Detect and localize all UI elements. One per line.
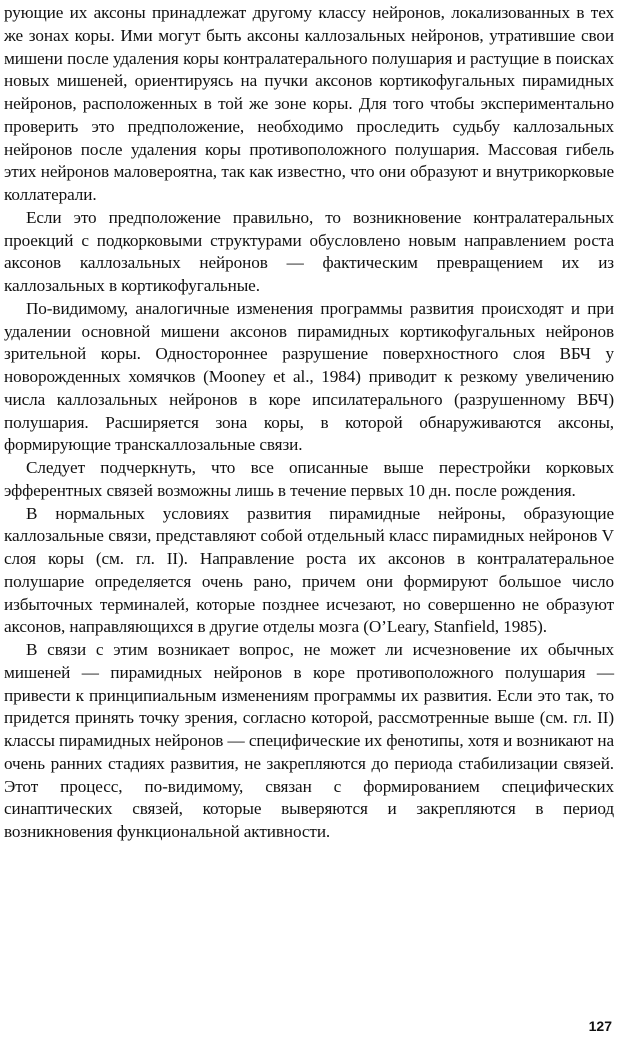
body-text [4, 2, 614, 844]
paragraph-6: В связи с этим возникает вопрос, не может ли исчезновение их обычных мишеней — пирамидных нейронов в коре противоположного полушария — привести к принципиальным изменениям программы их развития. Если это так, то придется принять точку зрения, согласно которой, рассмотренные выше (см. гл. II) классы пирамидных нейронов — специфические их фенотипы, хотя и возникают на очень ранних стадиях развития, не закрепляются до периода стабилизации связей. Этот процесс, по-видимому, связан с формированием специфических синаптических связей, которые выверяются и закрепляются в период возникновения функциональной активности. [4, 640, 614, 841]
paragraph-2: Если это предположение правильно, то возникновение контралатеральных проекций с подкорковыми структурами обусловлено новым направлением роста аксонов каллозальных нейронов — фактическим превращением их из каллозальных в кортикофугальные. [4, 207, 614, 295]
paragraph-4: Следует подчеркнуть, что все описанные выше перестройки корковых эфферентных связей возможны лишь в течение первых 10 дн. после рождения. [4, 458, 614, 500]
page-number: 127 [588, 1018, 612, 1034]
paragraph-3: По-видимому, аналогичные изменения программы развития происходят и при удалении основной мишени аксонов пирамидных кортикофугальных нейронов зрительной коры. Одностороннее разрушение поверхностного слоя ВБЧ у новорожденных хомячков (Mooney et al., 1984) приводит к резкому увеличению числа каллозальных нейронов в коре ипсилатерального (разрушенному ВБЧ) полушария. Расширяется зона коры, в которой обнаруживаются аксоны, формирующие транскаллозальные связи. [4, 298, 614, 455]
paragraph-5: В нормальных условиях развития пирамидные нейроны, образующие каллозальные связи, представляют собой отдельный класс пирамидных нейронов V слоя коры (см. гл. II). Направление роста их аксонов в контралатеральное полушарие определяется очень рано, причем они формируют большое число избыточных терминалей, которые позднее исчезают, но совершенно не образуют аксонов, направляющихся в другие отделы мозга (O’Leary, Stanfield, 1985). [4, 503, 614, 637]
paragraph-1: рующие их аксоны принадлежат другому классу нейронов, локализованных в тех же зонах коры. Ими могут быть аксоны каллозальных нейронов, утратившие свои мишени после удаления коры контралатерального полушария и растущие в поисках новых мишеней, ориентируясь на пучки аксонов кортикофугальных пирамидных нейронов, расположенных в той же зоне коры. Для того чтобы экспериментально проверить это предположение, необходимо проследить судьбу каллозальных нейронов после удаления коры противоположного полушария. Массовая гибель этих нейронов маловероятна, так как известно, что они образуют и внутрикорковые коллатерали. [4, 3, 614, 204]
